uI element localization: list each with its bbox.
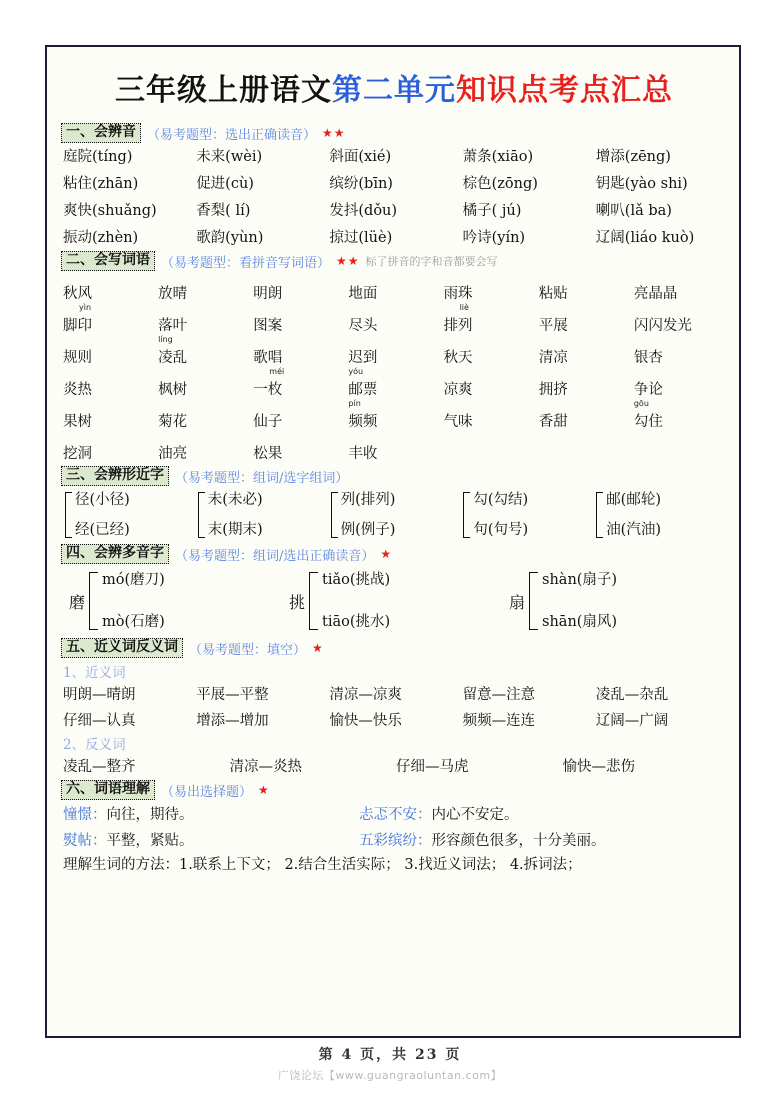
polyphonic-reading: mò(石磨): [102, 614, 165, 630]
word-item: [253, 273, 348, 303]
word-item: [63, 433, 158, 463]
definition-item: [359, 829, 729, 850]
section-tag: 一、会辨音: [61, 123, 141, 143]
character-pair-item: 列(排列): [340, 492, 396, 508]
definition-meaning: 内心不安定。: [431, 807, 519, 823]
word-text: 地面: [348, 286, 378, 302]
word-item: [444, 369, 539, 399]
word-text: 明朗: [253, 286, 283, 302]
character-pair-group: [596, 492, 729, 538]
word-item: [539, 273, 634, 303]
word-text: 闪闪发光: [633, 318, 692, 334]
word-text: 仙子: [253, 414, 283, 430]
word-item: [63, 337, 158, 367]
list-item: 凌乱—杂乱: [595, 687, 669, 703]
word-text: 拥挤: [538, 382, 568, 398]
word-item: [634, 273, 729, 303]
word-text: 迟到: [348, 350, 378, 366]
character-pair-items: [341, 492, 396, 538]
list-item: 粘住(zhān): [63, 176, 139, 192]
word-text: 果树: [63, 414, 92, 430]
pinyin-annotation: yóu: [348, 367, 364, 376]
character-pair-items: [208, 492, 263, 538]
section-synonyms-antonyms: [59, 638, 729, 776]
word-item: [158, 433, 253, 463]
list-item: 增添—增加: [196, 713, 269, 729]
pinyin-annotation: liè: [459, 303, 469, 312]
brace-bracket-icon: [89, 572, 98, 630]
word-text: 勾住: [633, 414, 663, 430]
definition-item: [63, 829, 359, 850]
section-note: （易考题型：看拼音写词语）: [161, 255, 331, 271]
brace-bracket-icon: [529, 572, 538, 630]
pinyin-annotation: méi: [269, 367, 285, 376]
word-text: 平展: [538, 318, 568, 334]
section-header: [61, 544, 729, 564]
polyphonic-groups: [69, 572, 729, 630]
word-item: [444, 273, 539, 303]
word-text: 频频: [348, 414, 378, 430]
section-header: [61, 123, 729, 143]
word-item: [444, 401, 539, 431]
character-pair-item: 邮(邮轮): [606, 492, 662, 508]
source-watermark: 广饶论坛【www.guangraoluntan.com】: [277, 1069, 503, 1082]
list-item: 喇叭(lǎ ba): [595, 203, 672, 219]
list-item: 棕色(zōng): [462, 176, 538, 192]
word-item: [63, 273, 158, 303]
definition-meaning: 形容颜色很多，十分美丽。: [431, 833, 606, 849]
list-item: 愉快—悲伤: [562, 759, 635, 775]
section-tag: 六、词语理解: [61, 780, 155, 800]
title-part-unit: 第二单元: [332, 73, 456, 108]
word-item: [253, 337, 348, 367]
character-pair-items: [75, 492, 130, 538]
section-tag: 三、会辨形近字: [61, 466, 169, 486]
word-item: [253, 401, 348, 431]
word-text: 图案: [253, 318, 283, 334]
word-text: 邮票: [348, 382, 378, 398]
word-text: 枫树: [158, 382, 188, 398]
list-item: 辽阔(liáo kuò): [595, 230, 695, 246]
word-item: [539, 305, 634, 335]
definition-term: 忐忑不安：: [359, 807, 432, 823]
word-item: [539, 401, 634, 431]
word-text: 亮晶晶: [633, 286, 678, 302]
list-item: 吟诗(yín): [462, 230, 526, 246]
brace-bracket-icon: [596, 492, 603, 538]
word-text: 秋风: [63, 286, 92, 302]
word-item: [158, 337, 253, 367]
word-item: [348, 433, 443, 463]
section-note: （易考题型：组词/选字组词）: [175, 470, 349, 486]
title-part-grade: 三年级上册语文: [115, 73, 332, 108]
list-item: 歌韵(yùn): [196, 230, 264, 246]
word-item: [634, 369, 729, 399]
word-text: 炎热: [63, 382, 92, 398]
difficulty-stars: ★★: [322, 126, 346, 140]
similar-character-groups: [65, 492, 729, 538]
section-note: （易考题型：选出正确读音）: [147, 127, 317, 143]
polyphonic-reading: tiǎo(挑战): [322, 572, 391, 588]
difficulty-stars: ★: [312, 641, 324, 655]
polyphonic-character: 扇: [509, 592, 526, 612]
word-text: 规则: [63, 350, 92, 366]
list-item: 清凉—凉爽: [329, 687, 402, 703]
list-item: 香梨( lí): [196, 203, 251, 219]
word-item: [158, 305, 253, 335]
character-pair-items: [606, 492, 661, 538]
word-text: 菊花: [158, 414, 188, 430]
section-header: [61, 251, 729, 271]
pinyin-annotation: yìn: [79, 303, 92, 312]
word-text: 松果: [253, 446, 283, 462]
section-gray-note: 标了拼音的字和音都要会写: [365, 255, 498, 268]
word-item: [444, 305, 539, 335]
writing-words-grid: [63, 273, 729, 463]
word-item: [253, 433, 348, 463]
word-text: 排列: [443, 318, 473, 334]
list-item: 明朗—晴朗: [63, 687, 136, 703]
character-pair-group: [198, 492, 331, 538]
word-item: [539, 369, 634, 399]
list-item: 凌乱—整齐: [63, 759, 136, 775]
list-item: 振动(zhèn): [63, 230, 139, 246]
word-item: [63, 305, 158, 335]
word-text: 歌唱: [253, 350, 283, 366]
section-header: [61, 466, 729, 486]
page-footer: [0, 1044, 780, 1083]
list-item: 留意—注意: [462, 687, 536, 703]
section-note: （易考题型：组词/选出正确读音）: [175, 548, 375, 564]
character-pair-group: [463, 492, 596, 538]
polyphonic-group: [289, 572, 509, 630]
word-item: [63, 369, 158, 399]
section-tag: 四、会辨多音字: [61, 544, 169, 564]
character-pair-item: 油(汽油): [606, 522, 662, 538]
list-item: 清凉—炎热: [229, 759, 302, 775]
polyphonic-reading: mó(磨刀): [102, 572, 165, 588]
polyphonic-group: [69, 572, 289, 630]
polyphonic-character: 挑: [289, 592, 306, 612]
section-polyphonic: [59, 544, 729, 630]
brace-bracket-icon: [198, 492, 205, 538]
section-similar-characters: [59, 466, 729, 538]
word-text: 雨珠: [443, 286, 473, 302]
page-title: [59, 65, 729, 109]
difficulty-stars: ★★: [336, 254, 360, 268]
character-pair-item: 句(句号): [473, 522, 529, 538]
list-item: 钥匙(yào shi): [595, 176, 688, 192]
word-text: 挖洞: [63, 446, 92, 462]
character-pair-group: [331, 492, 464, 538]
word-text: 粘贴: [538, 286, 568, 302]
list-item: 庭院(tíng): [63, 149, 133, 165]
word-item: [348, 401, 443, 431]
comprehension-methods: 理解生词的方法：1.联系上下文； 2.结合生活实际； 3.找近义词法； 4.拆词法；: [63, 857, 582, 873]
list-item: 促进(cù): [196, 176, 254, 192]
list-item: 掠过(lüè): [329, 230, 393, 246]
difficulty-stars: ★: [380, 547, 393, 561]
definition-meaning: 平整，紧贴。: [106, 833, 194, 849]
pinyin-annotation: pín: [348, 399, 361, 408]
character-pair-item: 经(已经): [75, 522, 130, 538]
section-header: [61, 638, 729, 658]
word-item: [634, 401, 729, 431]
list-item: 仔细—认真: [63, 713, 136, 729]
polyphonic-reading: shàn(扇子): [542, 572, 618, 588]
word-item: [348, 369, 443, 399]
page-number: 第 4 页，共 23 页: [318, 1047, 462, 1063]
word-text: 秋天: [443, 350, 473, 366]
list-item: 发抖(dǒu): [329, 203, 398, 219]
brace-bracket-icon: [463, 492, 470, 538]
polyphonic-reading: shān(扇风): [542, 614, 618, 630]
brace-bracket-icon: [331, 492, 338, 538]
word-text: 一枚: [253, 382, 283, 398]
list-item: 频频—连连: [462, 713, 536, 729]
word-text: 银杏: [633, 350, 663, 366]
list-item: 斜面(xié): [329, 149, 392, 165]
character-pair-item: 末(期末): [207, 522, 263, 538]
word-item: [634, 337, 729, 367]
character-pair-item: 例(例子): [340, 522, 396, 538]
definition-term: 熨帖：: [63, 833, 107, 849]
definitions-grid: [63, 803, 729, 850]
list-item: 萧条(xiāo): [462, 149, 534, 165]
list-item: 未来(wèi): [196, 149, 263, 165]
list-item: 愉快—快乐: [329, 713, 402, 729]
list-item: 平展—平整: [196, 687, 269, 703]
word-text: 争论: [633, 382, 663, 398]
subsection-label-synonyms: 1、近义词: [63, 665, 126, 681]
word-text: 脚印: [63, 318, 92, 334]
definition-item: [63, 803, 359, 824]
difficulty-stars: ★: [258, 783, 270, 797]
word-text: 凌乱: [158, 350, 188, 366]
antonyms-grid: [63, 755, 729, 776]
list-item: 橘子( jú): [462, 203, 522, 219]
list-item: 增添(zēng): [595, 149, 671, 165]
definition-meaning: 向往，期待。: [106, 807, 194, 823]
character-pair-group: [65, 492, 198, 538]
section-word-comprehension: [59, 780, 729, 874]
section-note: （易考题型：填空）: [189, 642, 307, 658]
polyphonic-reading: tiāo(挑水): [322, 614, 391, 630]
word-text: 香甜: [538, 414, 568, 430]
word-text: 落叶: [158, 318, 188, 334]
word-item: [158, 369, 253, 399]
polyphonic-readings: [322, 572, 390, 630]
word-item: [634, 305, 729, 335]
character-pair-item: 勾(勾结): [473, 492, 529, 508]
word-item: [348, 337, 443, 367]
character-pair-items: [473, 492, 528, 538]
word-text: 尽头: [348, 318, 378, 334]
subsection-label-antonyms: 2、反义词: [63, 737, 126, 753]
word-item: [539, 337, 634, 367]
pinyin-annotation: líng: [158, 335, 173, 344]
polyphonic-group: [509, 572, 729, 630]
word-item: [63, 401, 158, 431]
pinyin-annotation: gōu: [633, 399, 649, 408]
section-header: [61, 780, 729, 800]
word-item: [348, 305, 443, 335]
section-pronunciation: [59, 123, 729, 247]
section-note: （易出选择题）: [161, 784, 253, 800]
character-pair-item: 未(未必): [207, 492, 263, 508]
title-part-topic: 知识点考点汇总: [456, 73, 673, 108]
section-writing-words: [59, 251, 729, 463]
polyphonic-readings: [102, 572, 165, 630]
polyphonic-readings: [542, 572, 617, 630]
page-frame: [45, 45, 741, 1038]
definition-item: [359, 803, 729, 824]
word-text: 丰收: [348, 446, 378, 462]
section-tag: 二、会写词语: [61, 251, 155, 271]
definition-term: 憧憬：: [63, 807, 107, 823]
section-tag: 五、近义词反义词: [61, 638, 183, 658]
pronunciation-grid: [63, 145, 729, 247]
word-item: [158, 401, 253, 431]
list-item: 仔细—马虎: [396, 759, 469, 775]
list-item: 缤纷(bīn): [329, 176, 393, 192]
word-item: [158, 273, 253, 303]
word-item: [253, 369, 348, 399]
word-item: [348, 273, 443, 303]
polyphonic-character: 磨: [69, 592, 86, 612]
word-item: [444, 337, 539, 367]
word-text: 气味: [443, 414, 473, 430]
brace-bracket-icon: [309, 572, 318, 630]
word-text: 油亮: [158, 446, 188, 462]
definition-term: 五彩缤纷：: [359, 833, 432, 849]
brace-bracket-icon: [65, 492, 72, 538]
list-item: 辽阔—广阔: [595, 713, 669, 729]
word-text: 放晴: [158, 286, 188, 302]
word-item: [253, 305, 348, 335]
synonyms-grid: [63, 683, 729, 730]
list-item: 爽快(shuǎng): [63, 203, 157, 219]
character-pair-item: 径(小径): [75, 492, 130, 508]
word-text: 凉爽: [443, 382, 473, 398]
word-text: 清凉: [538, 350, 568, 366]
